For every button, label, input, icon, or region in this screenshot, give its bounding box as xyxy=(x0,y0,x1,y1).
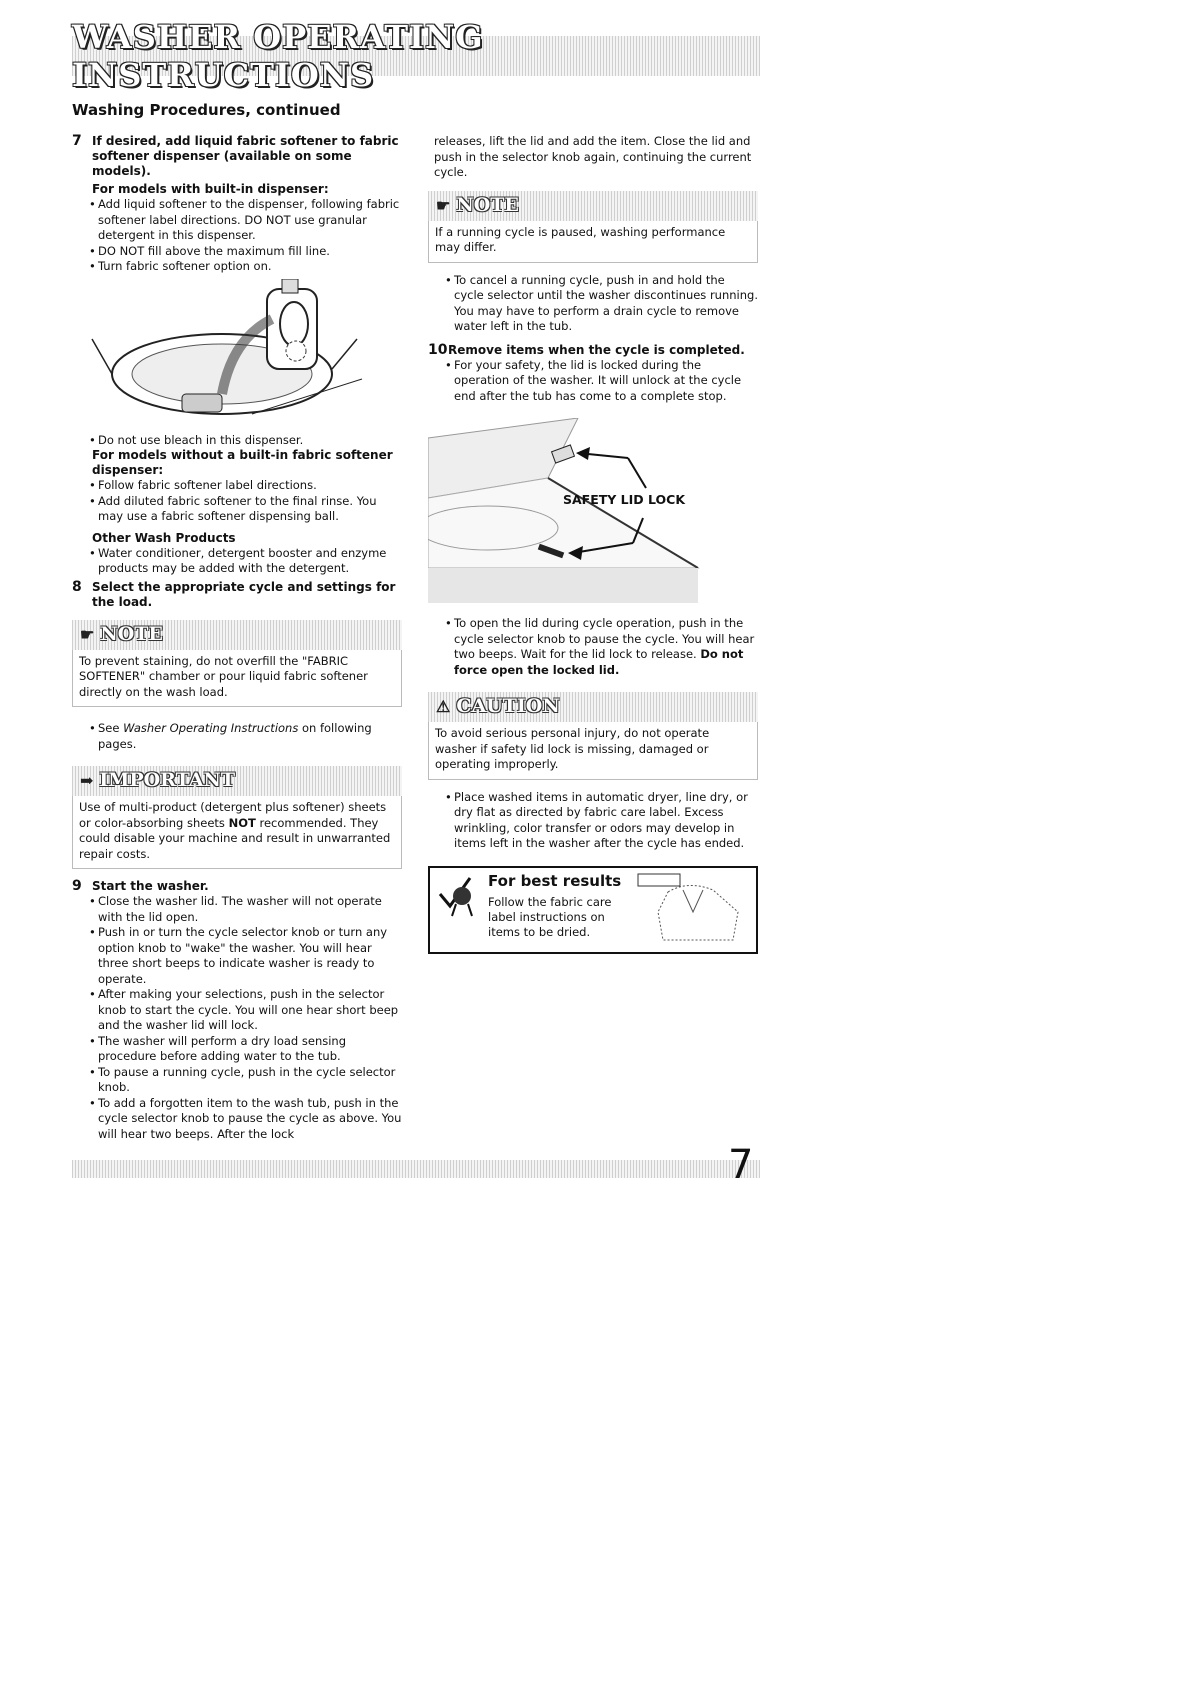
dispenser-illustration xyxy=(72,279,402,429)
step10-list xyxy=(428,358,758,405)
step-9: 9 Start the washer. xyxy=(72,878,209,894)
note-text: To prevent staining, do not overfill the "FABRIC SOFTENER" chamber or pour liquid fabric softener directly on the wash load. xyxy=(72,650,402,708)
list-item: • Turn fabric softener option on. xyxy=(98,259,402,275)
list-item: • Place washed items in automatic dryer, line dry, or dry flat as directed by fabric care label. Excess wrinkling, color transfer or odors may develop in items left in the washer after the cycle has ended. xyxy=(454,790,758,852)
list-item: • See Washer Operating Instructions on following pages. xyxy=(98,721,402,752)
builtin-heading: For models with built-in dispenser: xyxy=(92,182,329,196)
place-list xyxy=(428,790,758,852)
section-subtitle: Washing Procedures, continued xyxy=(72,101,341,119)
important-text: Use of multi-product (detergent plus softener) sheets or color-absorbing sheets NOT recommended. They could disable your machine and result in unwarranted repair costs. xyxy=(72,796,402,869)
page-number: 7 xyxy=(728,1142,754,1188)
right-column xyxy=(428,134,758,954)
note-box-2 xyxy=(428,191,758,263)
list-item: • DO NOT fill above the maximum fill line. xyxy=(98,244,402,260)
open-list xyxy=(428,616,758,678)
bleach-list xyxy=(72,433,402,449)
list-item: • To open the lid during cycle operation, push in the cycle selector knob to pause the cycle. You will hear two beeps. Wait for the lid lock to release. Do not force open the locked lid. xyxy=(454,616,758,678)
arrow-right-icon: ➡ xyxy=(80,771,94,791)
safety-lid-lock-label: SAFETY LID LOCK xyxy=(563,492,686,507)
left-column xyxy=(72,134,402,1142)
lid-illustration xyxy=(428,418,758,608)
list-item: • Push in or turn the cycle selector knob or turn any option knob to "wake" the washer. You will hear three short beeps to indicate washer is ready to operate. xyxy=(98,925,402,987)
pointing-hand-icon: ☛ xyxy=(436,195,451,215)
caution-title: CAUTION xyxy=(456,695,560,718)
list-item: • To pause a running cycle, push in the cycle selector knob. xyxy=(98,1065,402,1096)
checkmark-medal-icon xyxy=(436,874,480,918)
list-item: • After making your selections, push in the selector knob to start the cycle. You will one hear short beep and the washer lid will lock. xyxy=(98,987,402,1034)
note-title: NOTE xyxy=(100,622,163,645)
without-heading: For models without a built-in fabric softener dispenser: xyxy=(92,448,393,477)
continued-text: releases, lift the lid and add the item. Close the lid and push in the selector knob again, continuing the current cycle. xyxy=(434,134,752,179)
list-item: • Follow fabric softener label directions. xyxy=(98,478,402,494)
see-list xyxy=(72,721,402,752)
list-item: • Water conditioner, detergent booster and enzyme products may be added with the detergent. xyxy=(98,546,402,577)
page-footer-bar xyxy=(72,1160,760,1178)
step-10: 10 Remove items when the cycle is completed. xyxy=(428,341,745,358)
pointing-hand-icon: ☛ xyxy=(80,624,95,644)
shirt-care-label-icon xyxy=(628,872,748,942)
best-results-title: For best results xyxy=(488,871,622,890)
list-item: • Add liquid softener to the dispenser, following fabric softener label directions. DO NOT use granular detergent in this dispenser. xyxy=(98,197,402,244)
list-item: • Add diluted fabric softener to the final rinse. You may use a fabric softener dispensing ball. xyxy=(98,494,402,525)
list-item: • Close the washer lid. The washer will not operate with the lid open. xyxy=(98,894,402,925)
page-title: WASHER OPERATING INSTRUCTIONS xyxy=(72,18,484,94)
step9-list xyxy=(72,894,402,1142)
page-banner xyxy=(72,18,760,94)
caution-text: To avoid serious personal injury, do not operate washer if safety lid lock is missing, damaged or operating improperly. xyxy=(428,722,758,780)
list-item: • The washer will perform a dry load sensing procedure before adding water to the tub. xyxy=(98,1034,402,1065)
other-heading: Other Wash Products xyxy=(92,530,236,545)
list-item: • For your safety, the lid is locked during the operation of the washer. It will unlock at the cycle end after the tub has come to a complete stop. xyxy=(454,358,758,405)
list-item: • Do not use bleach in this dispenser. xyxy=(98,433,402,449)
note-title: NOTE xyxy=(456,193,519,216)
caution-box xyxy=(428,692,758,780)
lid-drawing xyxy=(428,418,758,608)
without-list xyxy=(72,478,402,525)
important-box xyxy=(72,766,402,869)
warning-icon: ⚠ xyxy=(436,697,451,717)
builtin-list xyxy=(72,197,402,275)
list-item: • To add a forgotten item to the wash tub, push in the cycle selector knob to pause the cycle as above. You will hear two beeps. After the lock xyxy=(98,1096,402,1143)
best-results-box xyxy=(428,866,758,954)
step-8: 8 Select the appropriate cycle and settings for the load. xyxy=(72,578,396,609)
important-title: IMPORTANT xyxy=(99,769,235,792)
step-7: 7 If desired, add liquid fabric softener to fabric softener dispenser (available on some models). xyxy=(72,133,399,178)
list-item: • To cancel a running cycle, push in and hold the cycle selector until the washer discontinues running. You may have to perform a drain cycle to remove water left in the tub. xyxy=(454,273,758,335)
note-box-1 xyxy=(72,620,402,708)
cancel-list xyxy=(428,273,758,335)
best-results-text: Follow the fabric care label instructions on items to be dried. xyxy=(488,895,612,939)
other-list xyxy=(72,546,402,577)
note-text: If a running cycle is paused, washing performance may differ. xyxy=(428,221,758,263)
